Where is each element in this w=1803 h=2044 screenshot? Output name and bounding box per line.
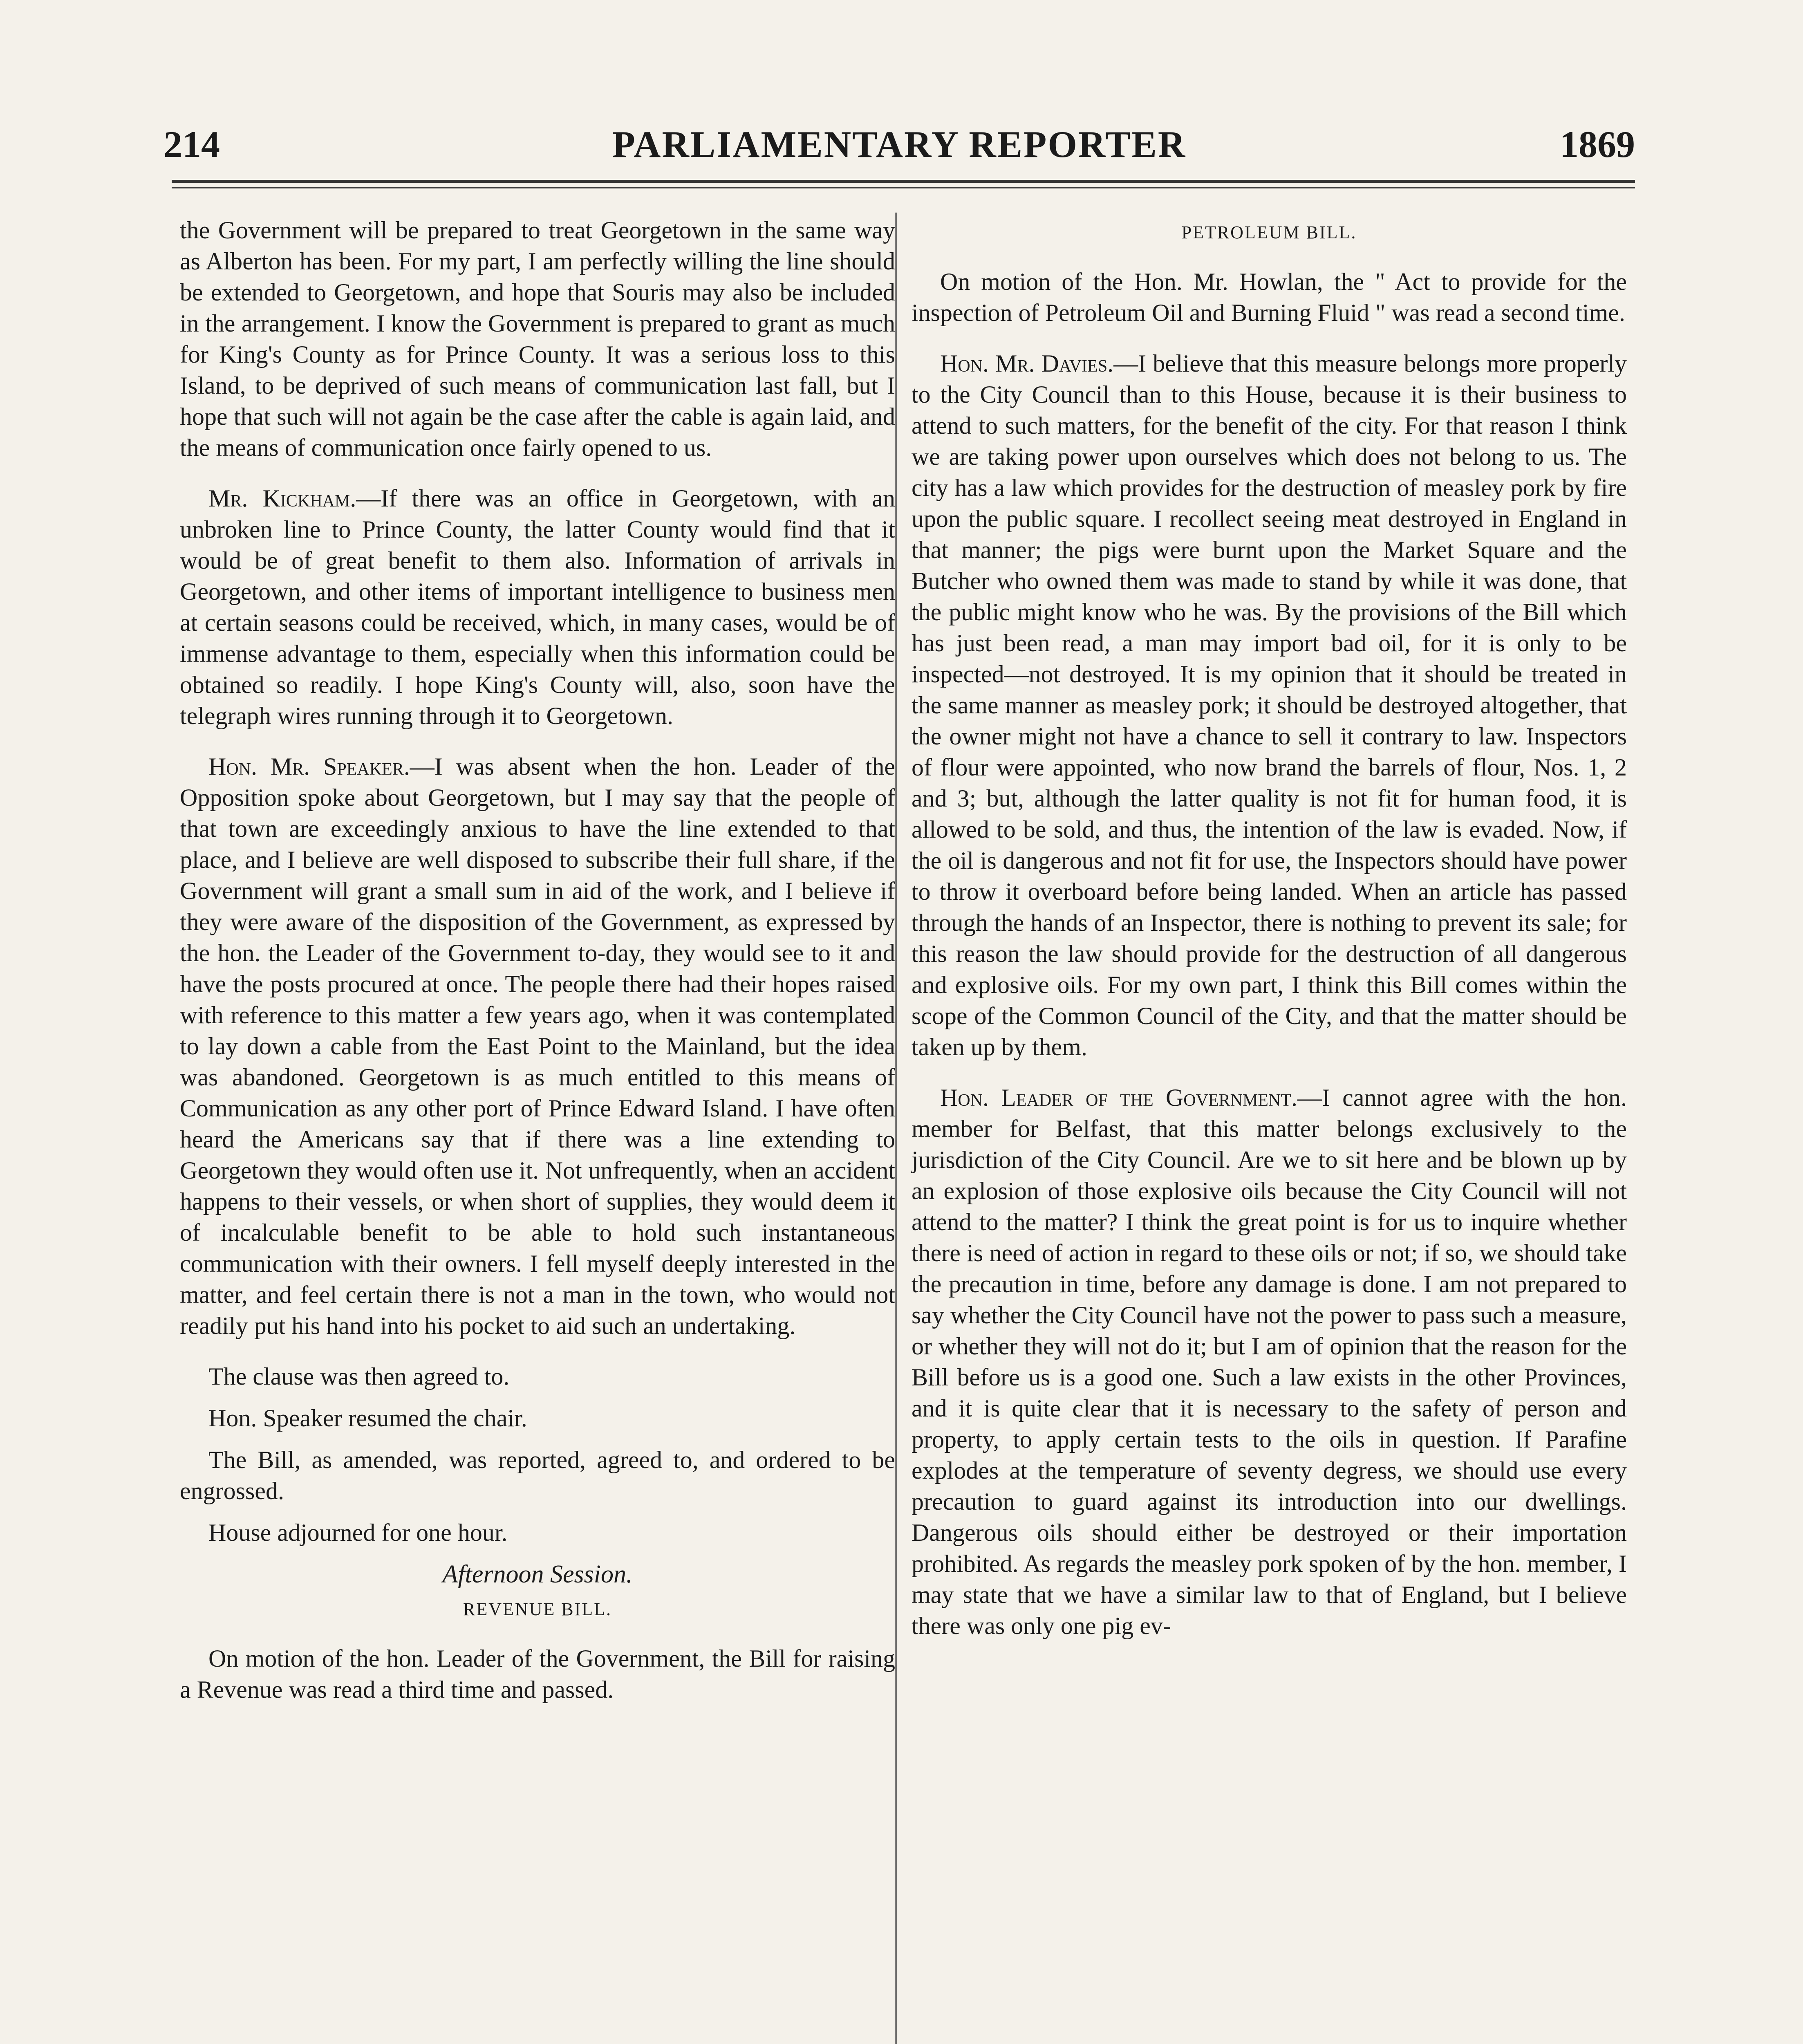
speech-text: —If there was an office in Georgetown, with an unbroken line to Prince County, the latter County would find that it would be of great benefit to them also. Information of arrivals in Georgetown, and other items of important intelligence to business men at certain seasons could be received, which, in many cases, would be of immense advantage to them, especially when this information could be obtained so readily. I hope King's County will, also, soon have the telegraph wires running through it to Georgetown. xyxy=(180,485,895,729)
speech-text: —I cannot agree with the hon. member for Belfast, that this matter belongs exclusively to the jurisdiction of the City Council. Are we to sit here and be blown up by an explosion of those explosive oils because the City Council will not attend to the matter? I think the great point is for us to inquire whether there is need of action in regard to these oils or not; if so, we should take the precaution in time, before any damage is done. I am not prepared to say whether the City Council have not the power to pass such a measure, or whether they will not do it; but I am of opinion that the reason for the Bill before us is a good one. Such a law exists in the other Provinces, and it is quite clear that it is necessary to the safety of person and property, to apply certain tests to the oils in question. If Parafine explodes at the temperature of seventy degress, we should use every precaution to guard against its introduction into our dwellings. Dangerous oils should either be destroyed or their importation prohibited. As regards the measley pork spoken of by the hon. member, I may state that we have a similar law to that of England, but I believe there was only one pig ev- xyxy=(912,1084,1627,1639)
paragraph xyxy=(180,483,895,731)
column-divider xyxy=(895,213,897,2044)
paragraph: On motion of the hon. Leader of the Government, the Bill for raising a Revenue was read a third time and passed. xyxy=(180,1645,895,1703)
paragraph xyxy=(180,751,895,1341)
paragraph: House adjourned for one hour. xyxy=(208,1519,508,1546)
page-header xyxy=(164,123,1635,184)
paragraph: The clause was then agreed to. xyxy=(208,1363,510,1390)
paragraph: the Government will be prepared to treat Georgetown in the same way as Alberton has been. For my part, I am perfectly willing the line should be extended to Georgetown, and hope that Souris may also be included in the arrangement. I know the Government is prepared to grant as much for King's County as for Prince County. It was a serious loss to this Island, to be deprived of such means of communication last fall, but I hope that such will not again be the case after the cable is again laid, and the means of communication once fairly opened to us. xyxy=(180,217,895,461)
paragraph: Hon. Speaker resumed the chair. xyxy=(208,1405,527,1432)
section-heading: PETROLEUM BILL. xyxy=(1181,222,1357,242)
paragraph xyxy=(912,348,1627,1062)
speaker-name: Hon. Leader of the Government. xyxy=(940,1084,1297,1111)
speech-text: —I believe that this measure belongs more properly to the City Council than to this House, because it is their business to attend to such matters, for the benefit of the city. For that reason I think we are taking power upon ourselves which does not belong to us. The city has a law which provides for the destruction of measley pork by fire upon the public square. I recollect seeing meat destroyed in England in that manner; the pigs were burnt upon the Market Square and the Butcher who owned them was made to stand by while it was done, that the public might know who he was. By the provisions of the Bill which has just been read, a man may import bad oil, for it is only to be inspected—not destroyed. It is my opinion that it should be treated in the same manner as measley pork; it should be destroyed altogether, that the owner might not have a chance to sell it contrary to law. Inspectors of flour were appointed, who now brand the barrels of flour, Nos. 1, 2 and 3; but, although the latter quality is not fit for human food, it is allowed to be sold, and thus, the intention of the law is evaded. Now, if the oil is dangerous and not fit for use, the Inspectors should have power to throw it overboard before being landed. When an article has passed through the hands of an Inspector, there is nothing to prevent its sale; for this reason the law should provide for the destruction of all dangerous and explosive oils. For my own part, I think this Bill comes within the scope of the Common Council of the City, and that the matter should be taken up by them. xyxy=(912,350,1627,1060)
section-heading: REVENUE BILL. xyxy=(463,1599,612,1619)
left-column xyxy=(180,215,895,1725)
paragraph: The Bill, as amended, was reported, agreed to, and ordered to be engrossed. xyxy=(180,1446,895,1504)
right-column xyxy=(912,215,1627,1661)
paragraph: On motion of the Hon. Mr. Howlan, the " Act to provide for the inspection of Petroleum Oil and Burning Fluid " was read a second time. xyxy=(912,268,1627,326)
page-number: 214 xyxy=(164,123,220,165)
page-year: 1869 xyxy=(1560,123,1635,165)
header-rule-thin xyxy=(172,187,1635,188)
speaker-name: Hon. Mr. Davies. xyxy=(940,350,1114,377)
section-heading: Afternoon Session. xyxy=(442,1560,633,1588)
running-title: PARLIAMENTARY REPORTER xyxy=(612,123,1187,165)
speaker-name: Mr. Kickham. xyxy=(208,485,356,512)
speech-text: —I was absent when the hon. Leader of the Opposition spoke about Georgetown, but I may say that the people of that town are exceedingly anxious to have the line extended to that place, and I believe are well disposed to subscribe their full share, if the Government will grant a small sum in aid of the work, and I believe if they were aware of the disposition of the Government, as expressed by the hon. the Leader of the Government to-day, they would see to it and have the posts procured at once. The people there had their hopes raised with reference to this matter a few years ago, when it was contemplated to lay down a cable from the East Point to the Mainland, but the idea was abandoned. Georgetown is as much entitled to this means of Communication as any other port of Prince Edward Island. I have often heard the Americans say that if there was a line extending to Georgetown they would often use it. Not unfrequently, when an accident happens to their vessels, or when short of supplies, they would deem it of incalculable benefit to be able to hold such instantaneous communication with their owners. I fell myself deeply interested in the matter, and feel certain there is not a man in the town, who would not readily put his hand into his pocket to aid such an undertaking. xyxy=(180,753,895,1339)
header-rule xyxy=(172,180,1635,183)
speaker-name: Hon. Mr. Speaker. xyxy=(208,753,410,780)
paragraph xyxy=(912,1082,1627,1641)
